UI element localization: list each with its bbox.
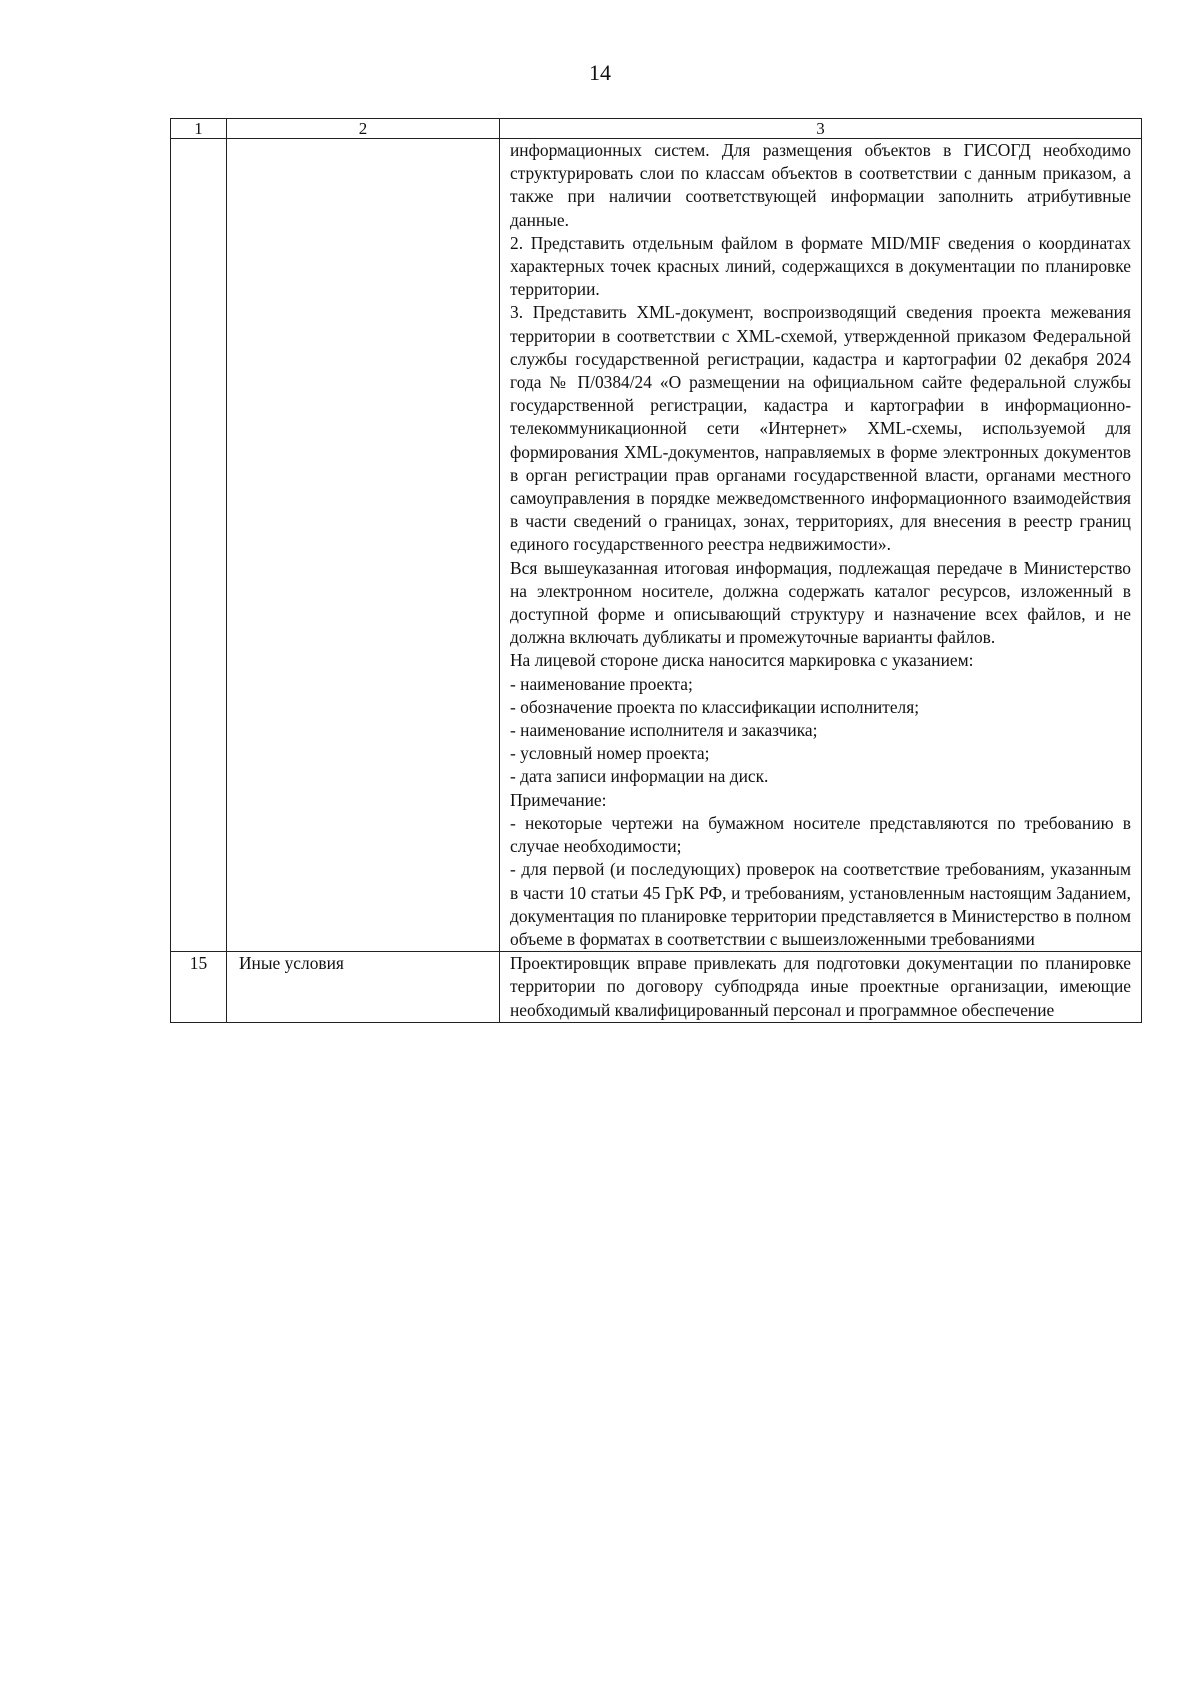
header-col-1: 1 <box>171 119 227 139</box>
list-item: - условный номер проекта; <box>510 743 710 764</box>
header-col-2: 2 <box>227 119 500 139</box>
list-item: - обозначение проекта по классификации исполнителя; <box>510 696 920 717</box>
paragraph-subcontract: Проектировщик вправе привлекать для подготовки документации по планировке территории по договору субподряда иные проектные организации, имеющие необходимый квалифицированный персонал и программное обеспечение <box>510 953 1131 1020</box>
table-header-row <box>171 119 1142 139</box>
row-15-name: Иные условия <box>227 952 500 1023</box>
list-item: - дата записи информации на диск. <box>510 766 769 787</box>
paragraph-gisogd: информационных систем. Для размещения объектов в ГИСОГД необходимо структурировать слои по классам объектов в соответствии с данным приказом, а также при наличии соответствующей информации заполнить атрибутивные данные. <box>510 140 1131 230</box>
row-15-number: 15 <box>171 952 227 1023</box>
paragraph-disk-marking: На лицевой стороне диска наносится маркировка с указанием: <box>510 650 974 671</box>
table-row-continuation <box>171 139 1142 952</box>
row-15-text <box>500 952 1142 1023</box>
row-continuation-text <box>500 139 1142 952</box>
paragraph-xml: 3. Представить XML-документ, воспроизводящий сведения проекта межевания территории в соответствии с XML-схемой, утвержденной приказом Федеральной службы государственной регистрации, кадастра и картографии 02 декабря 2024 года № П/0384/24 «О размещении на официальном сайте федеральной службы государственной регистрации, кадастра и картографии в информационно-телекоммуникационной сети «Интернет» XML-схемы, используемой для формирования XML-документов, направляемых в форме электронных документов в орган регистрации прав органами государственной власти, органами местного самоуправления в порядке межведомственного информационного взаимодействия в части сведений о границах, зонах, территориях, для внесения в реестр границ единого государственного реестра недвижимости». <box>510 302 1131 555</box>
list-item: - наименование проекта; <box>510 673 693 694</box>
list-item: - наименование исполнителя и заказчика; <box>510 720 818 741</box>
page-number: 14 <box>589 60 611 85</box>
paragraph-final-info: Вся вышеуказанная итоговая информация, подлежащая передаче в Министерство на электронном носителе, должна содержать каталог ресурсов, изложенный в доступной форме и описывающий структуру и назначение всех файлов, и не должна включать дубликаты и промежуточные варианты файлов. <box>510 557 1131 648</box>
note-item: - некоторые чертежи на бумажном носителе представляются по требованию в случае необходимости; <box>510 812 1131 857</box>
row-continuation-name <box>227 139 500 952</box>
row-continuation-number <box>171 139 227 952</box>
paragraph-mid-mif: 2. Представить отдельным файлом в формате MID/MIF сведения о координатах характерных точек красных линий, содержащихся в документации по планировке территории. <box>510 232 1131 300</box>
header-col-3: 3 <box>500 119 1142 139</box>
note-heading: Примечание: <box>510 789 607 810</box>
requirements-table <box>170 118 1142 1023</box>
note-item: - для первой (и последующих) проверок на соответствие требованиям, указанным в части 10 статьи 45 ГрК РФ, и требованиям, установленным настоящим Заданием, документация по планировке территории представляется в Министерство в полном объеме в форматах в соответствии с вышеизложенными требованиями <box>510 859 1131 949</box>
table-row-15 <box>171 952 1142 1023</box>
